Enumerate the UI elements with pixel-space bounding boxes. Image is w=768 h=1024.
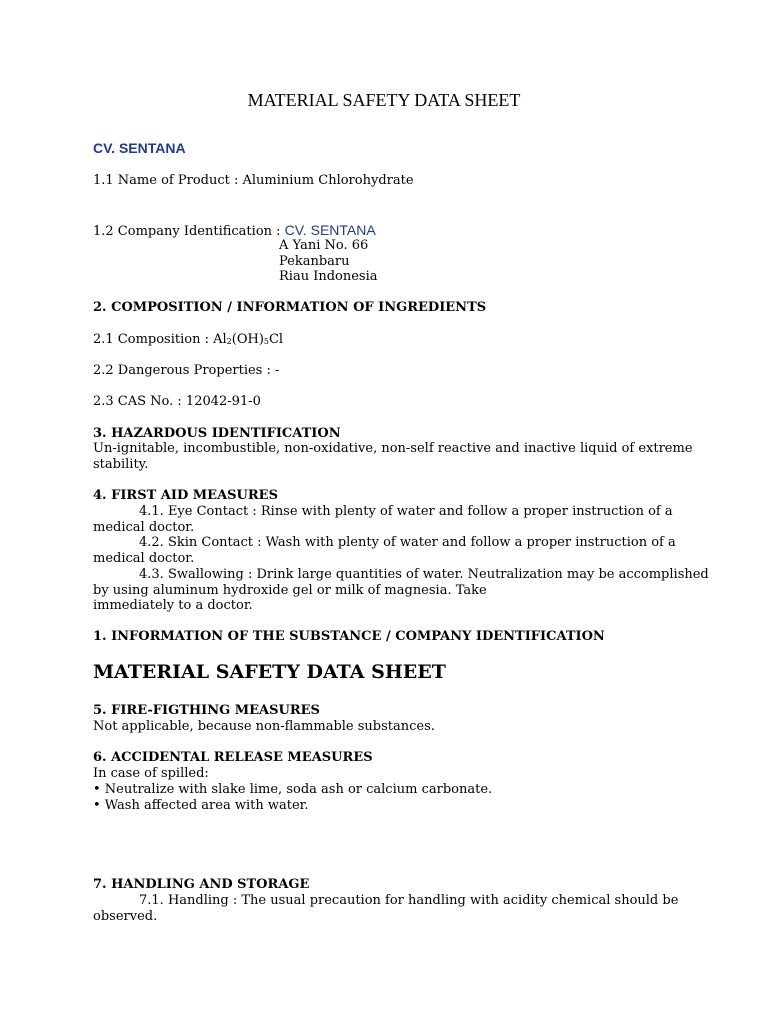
section-1-heading: 1. INFORMATION OF THE SUBSTANCE / COMPANY IDENTIFICATION (93, 629, 605, 644)
skin-contact-line-1: 4.2. Skin Contact : Wash with plenty of water and follow a proper instruction of a (139, 535, 676, 550)
composition-mid: (OH) (231, 332, 264, 347)
handling-line-2: observed. (93, 909, 158, 924)
big-title: MATERIAL SAFETY DATA SHEET (93, 661, 446, 683)
dangerous-properties: 2.2 Dangerous Properties : - (93, 363, 280, 378)
skin-contact-line-2: medical doctor. (93, 551, 195, 566)
section-4-heading: 4. FIRST AID MEASURES (93, 488, 278, 503)
hazard-text-line-2: stability. (93, 457, 149, 472)
company-id-name: CV. SENTANA (284, 222, 376, 238)
company-id-label: 1.2 Company Identification : (93, 224, 285, 239)
swallowing-line-2: by using aluminum hydroxide gel or milk of magnesia. Take (93, 583, 487, 598)
section-6-heading: 6. ACCIDENTAL RELEASE MEASURES (93, 750, 373, 765)
swallowing-line-3: immediately to a doctor. (93, 598, 253, 613)
composition (93, 332, 283, 350)
handling-line-1: 7.1. Handling : The usual precaution for handling with acidity chemical should be (139, 893, 679, 908)
spill-bullet-1: • Neutralize with slake lime, soda ash or calcium carbonate. (93, 782, 493, 797)
section-2-heading: 2. COMPOSITION / INFORMATION OF INGREDIENTS (93, 300, 487, 315)
section-3-heading: 3. HAZARDOUS IDENTIFICATION (93, 426, 341, 441)
spill-bullet-2: • Wash affected area with water. (93, 798, 309, 813)
swallowing-line-1: 4.3. Swallowing : Drink large quantities of water. Neutralization may be accomplished (139, 567, 709, 582)
fire-fighting-text: Not applicable, because non-flammable substances. (93, 719, 435, 734)
address-line-3: Riau Indonesia (279, 269, 378, 284)
composition-label: 2.1 Composition : Al (93, 332, 227, 347)
eye-contact-line-2: medical doctor. (93, 520, 195, 535)
hazard-text-line-1: Un-ignitable, incombustible, non-oxidative, non-self reactive and inactive liquid of extreme (93, 441, 693, 456)
eye-contact-line-1: 4.1. Eye Contact : Rinse with plenty of water and follow a proper instruction of a (139, 504, 673, 519)
section-5-heading: 5. FIRE-FIGTHING MEASURES (93, 703, 320, 718)
cas-number: 2.3 CAS No. : 12042-91-0 (93, 394, 261, 409)
section-7-heading: 7. HANDLING AND STORAGE (93, 877, 310, 892)
composition-end: Cl (268, 332, 284, 347)
address-line-1: A Yani No. 66 (279, 238, 369, 253)
composition-sub-2: 5 (263, 337, 269, 346)
product-name: 1.1 Name of Product : Aluminium Chlorohydrate (93, 173, 414, 188)
company-heading: CV. SENTANA (93, 140, 186, 156)
page-title: MATERIAL SAFETY DATA SHEET (247, 90, 521, 110)
address-line-2: Pekanbaru (279, 254, 350, 269)
spill-intro: In case of spilled: (93, 766, 209, 781)
composition-sub-1: 2 (226, 337, 232, 346)
